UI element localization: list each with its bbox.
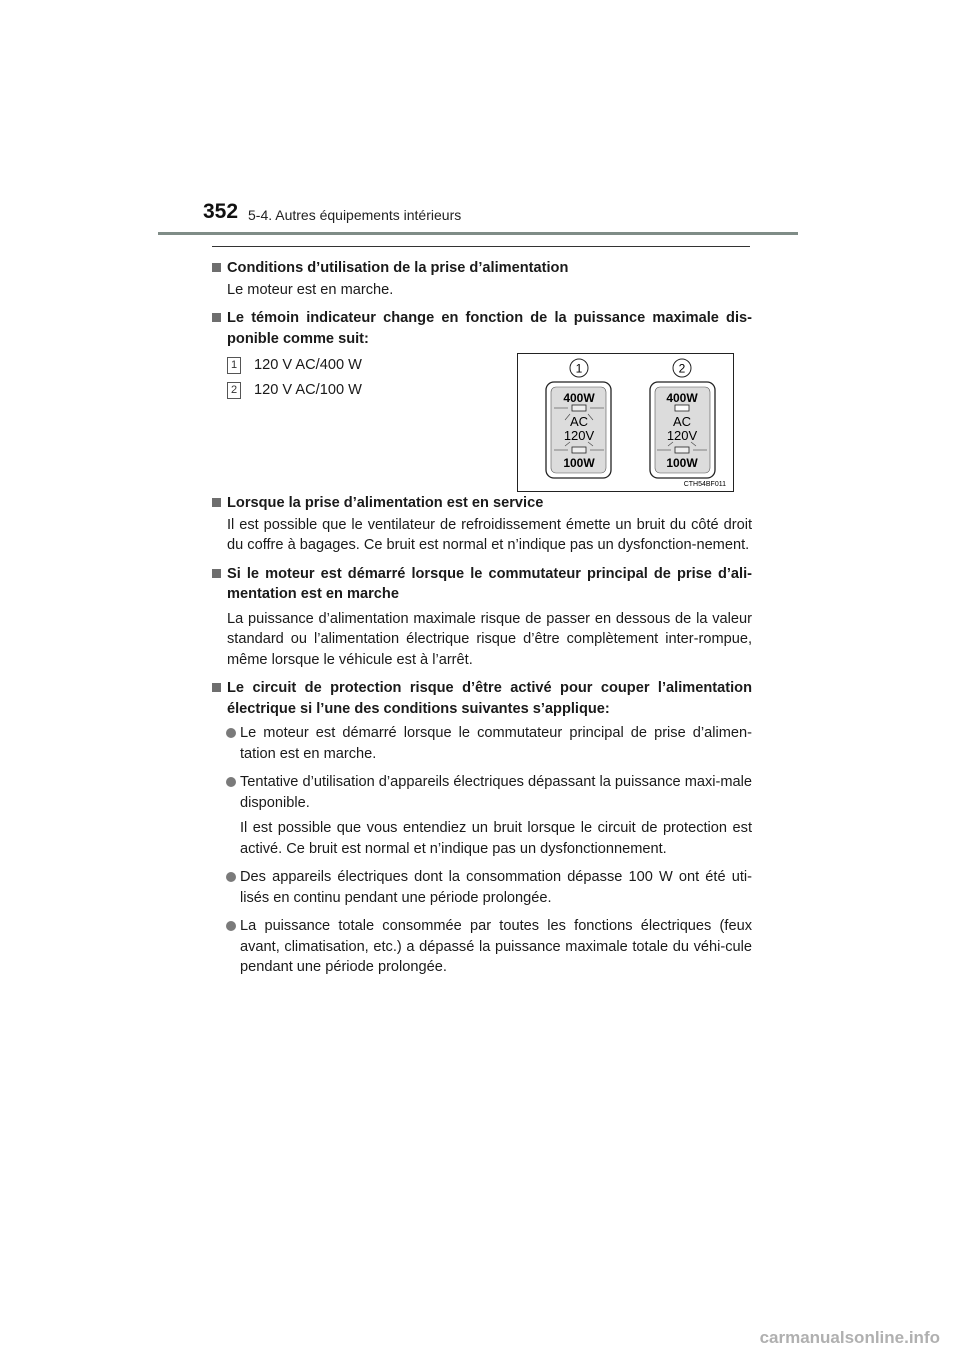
svg-text:100W: 100W bbox=[563, 456, 595, 470]
list-item: Tentative d’utilisation d’appareils électriques dépassant la puissance maxi-male disponible. bbox=[212, 772, 752, 813]
round-bullet-icon bbox=[226, 872, 236, 882]
note-text: Il est possible que vous entendiez un bruit lorsque le circuit de protection est activé. Ce bruit est normal et n’indique pas un dysfonctionnement. bbox=[240, 820, 752, 857]
heading-indicator: Le témoin indicateur change en fonction de la puissance maximale dis-ponible comme suit: bbox=[212, 308, 752, 349]
number-badge: 1 bbox=[227, 357, 241, 374]
round-bullet-icon bbox=[226, 728, 236, 738]
square-bullet-icon bbox=[212, 263, 221, 272]
list-item: Des appareils électriques dont la consommation dépasse 100 W ont été uti-lisés en continu pendant une période prolongée. bbox=[212, 867, 752, 908]
svg-text:120V: 120V bbox=[666, 428, 698, 443]
svg-text:400W: 400W bbox=[563, 391, 595, 405]
heading-protection: Le circuit de protection risque d’être activé pour couper l’alimentation électrique si l’une des conditions suivantes s’applique: bbox=[212, 678, 752, 719]
square-bullet-icon bbox=[212, 498, 221, 507]
svg-text:400W: 400W bbox=[666, 391, 698, 405]
page-number: 352 bbox=[203, 200, 239, 223]
indicator-illustration bbox=[518, 354, 733, 491]
callout-2: 2 bbox=[678, 361, 686, 376]
heading-engine-started: Si le moteur est démarré lorsque le commutateur principal de prise d’ali-mentation est en marche bbox=[212, 564, 752, 605]
body-conditions: Le moteur est en marche. bbox=[227, 281, 394, 298]
body-engine-started: La puissance d’alimentation maximale risque de passer en dessous de la valeur standard ou l’alimentation électrique risque d’être complètement inter-rompue, même lorsque le véhicule est à l’arrêt. bbox=[227, 610, 752, 668]
panel-2 bbox=[650, 382, 715, 478]
square-bullet-icon bbox=[212, 683, 221, 692]
heading-conditions: Conditions d’utilisation de la prise d’alimentation bbox=[212, 258, 752, 279]
sub-rule bbox=[212, 246, 750, 247]
number-badge: 2 bbox=[227, 382, 241, 399]
square-bullet-icon bbox=[212, 313, 221, 322]
panel-1 bbox=[546, 382, 611, 478]
figure-code: CTH54BF011 bbox=[683, 481, 726, 488]
watermark: carmanualsonline.info bbox=[759, 1328, 940, 1347]
round-bullet-icon bbox=[226, 777, 236, 787]
section-title: 5-4. Autres équipements intérieurs bbox=[248, 207, 462, 223]
square-bullet-icon bbox=[212, 569, 221, 578]
heading-in-service: Lorsque la prise d’alimentation est en service bbox=[212, 493, 752, 514]
body-in-service: Il est possible que le ventilateur de refroidissement émette un bruit du côté droit du coffre à bagages. Ce bruit est normal et n’indique pas un dysfonction-nement. bbox=[227, 516, 752, 553]
svg-text:120V: 120V bbox=[563, 428, 595, 443]
round-bullet-icon bbox=[226, 921, 236, 931]
header-rule bbox=[158, 232, 798, 235]
list-item: 2 120 V AC/100 W bbox=[212, 380, 752, 405]
list-item: La puissance totale consommée par toutes les fonctions électriques (feux avant, climatisation, etc.) a dépassé la puissance maximale totale du véhi-cule pendant une période prolongée. bbox=[212, 916, 752, 978]
list-item: Le moteur est démarré lorsque le commutateur principal de prise d’alimen-tation est en marche. bbox=[212, 723, 752, 764]
callout-1: 1 bbox=[575, 361, 583, 376]
svg-text:100W: 100W bbox=[666, 456, 698, 470]
svg-text:AC: AC bbox=[672, 414, 692, 429]
indicator-figure bbox=[517, 353, 734, 492]
list-item: 1 120 V AC/400 W bbox=[212, 355, 752, 380]
svg-text:AC: AC bbox=[569, 414, 589, 429]
